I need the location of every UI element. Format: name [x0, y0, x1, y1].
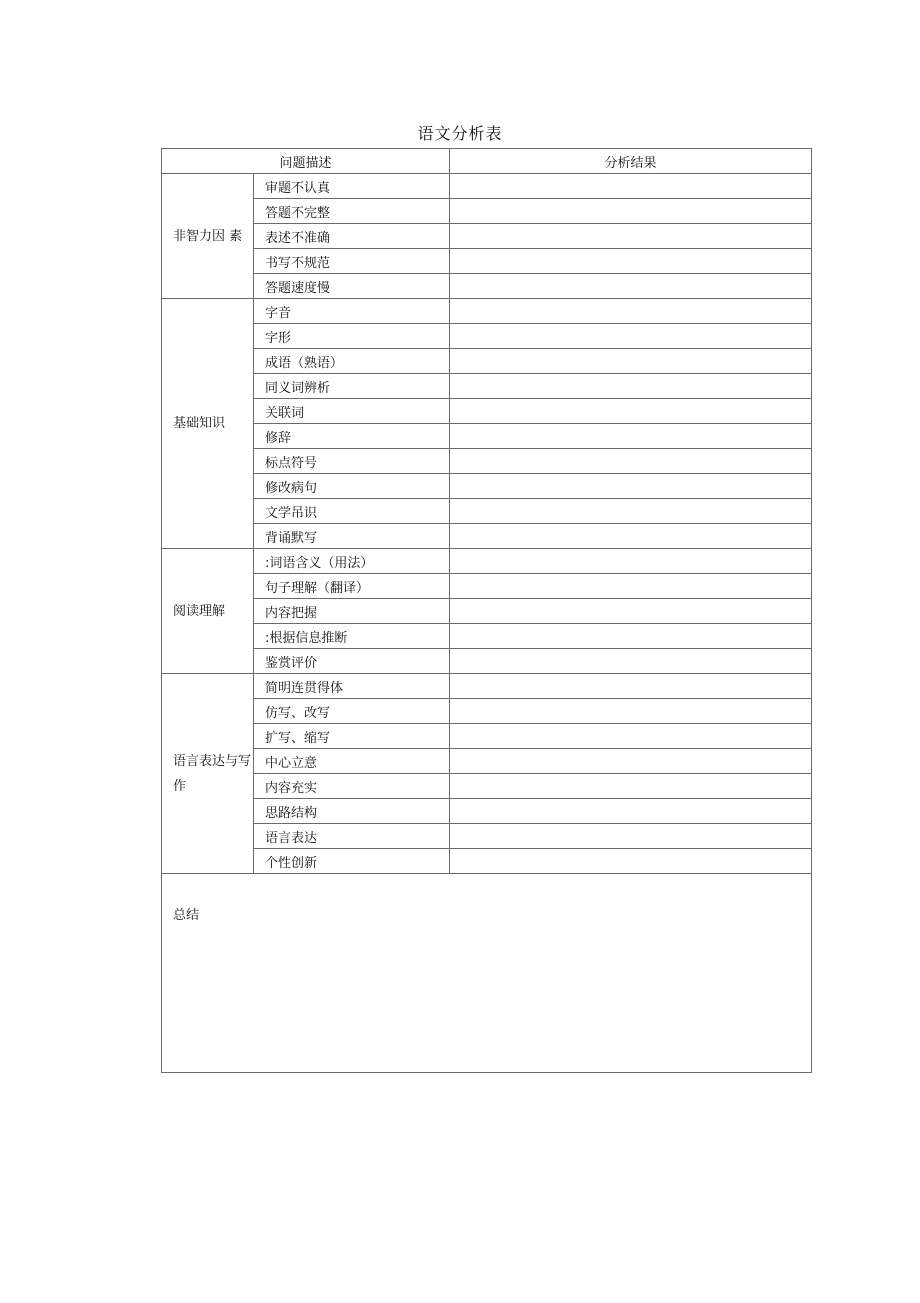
problem-item: 文学吊识 — [254, 499, 450, 524]
problem-item: :词语含义（用法） — [254, 549, 450, 574]
problem-item: 内容把握 — [254, 599, 450, 624]
problem-item: 字形 — [254, 324, 450, 349]
problem-item: 语言表达 — [254, 824, 450, 849]
problem-item: 句子理解（翻译） — [254, 574, 450, 599]
problem-item: 成语（熟语） — [254, 349, 450, 374]
analysis-result-cell[interactable] — [450, 824, 812, 849]
problem-item: 背诵默写 — [254, 524, 450, 549]
table-row — [162, 299, 812, 324]
analysis-result-cell[interactable] — [450, 224, 812, 249]
analysis-result-cell[interactable] — [450, 774, 812, 799]
analysis-table — [161, 148, 812, 1073]
header-problem-description: 问题描述 — [162, 149, 450, 174]
table-row — [162, 199, 812, 224]
table-row — [162, 599, 812, 624]
table-row — [162, 174, 812, 199]
table-row — [162, 674, 812, 699]
table-row — [162, 799, 812, 824]
table-row — [162, 249, 812, 274]
table-row — [162, 224, 812, 249]
analysis-result-cell[interactable] — [450, 524, 812, 549]
analysis-result-cell[interactable] — [450, 549, 812, 574]
problem-item: 个性创新 — [254, 849, 450, 874]
problem-item: 答题速度慢 — [254, 274, 450, 299]
problem-item: 表述不准确 — [254, 224, 450, 249]
analysis-result-cell[interactable] — [450, 324, 812, 349]
problem-item: 书写不规范 — [254, 249, 450, 274]
table-row — [162, 824, 812, 849]
problem-item: 思路结构 — [254, 799, 450, 824]
table-header-row — [162, 149, 812, 174]
problem-item: 中心立意 — [254, 749, 450, 774]
table-row — [162, 474, 812, 499]
problem-item: 答题不完整 — [254, 199, 450, 224]
analysis-result-cell[interactable] — [450, 749, 812, 774]
problem-item: 标点符号 — [254, 449, 450, 474]
analysis-result-cell[interactable] — [450, 649, 812, 674]
table-row — [162, 749, 812, 774]
summary-cell[interactable] — [162, 874, 812, 1073]
analysis-result-cell[interactable] — [450, 174, 812, 199]
problem-item: 内容充实 — [254, 774, 450, 799]
analysis-result-cell[interactable] — [450, 574, 812, 599]
analysis-result-cell[interactable] — [450, 274, 812, 299]
analysis-result-cell[interactable] — [450, 474, 812, 499]
analysis-result-cell[interactable] — [450, 449, 812, 474]
table-row — [162, 524, 812, 549]
table-row — [162, 549, 812, 574]
table-row — [162, 349, 812, 374]
problem-item: 字音 — [254, 299, 450, 324]
table-row — [162, 374, 812, 399]
problem-item: 鉴赏评价 — [254, 649, 450, 674]
analysis-result-cell[interactable] — [450, 699, 812, 724]
problem-item: 审题不认真 — [254, 174, 450, 199]
table-row — [162, 624, 812, 649]
analysis-result-cell[interactable] — [450, 399, 812, 424]
table-row — [162, 274, 812, 299]
problem-item: 修辞 — [254, 424, 450, 449]
category-label: 非智力因 素 — [162, 174, 254, 299]
analysis-result-cell[interactable] — [450, 599, 812, 624]
document-title: 语文分析表 — [417, 124, 503, 143]
summary-row — [162, 874, 812, 1073]
problem-item: 仿写、改写 — [254, 699, 450, 724]
analysis-result-cell[interactable] — [450, 199, 812, 224]
table-row — [162, 724, 812, 749]
table-row — [162, 774, 812, 799]
analysis-result-cell[interactable] — [450, 674, 812, 699]
analysis-result-cell[interactable] — [450, 724, 812, 749]
header-analysis-result: 分析结果 — [450, 149, 812, 174]
table-row — [162, 699, 812, 724]
table-row — [162, 574, 812, 599]
table-row — [162, 499, 812, 524]
table-row — [162, 449, 812, 474]
analysis-result-cell[interactable] — [450, 849, 812, 874]
summary-label: 总结 — [173, 908, 200, 923]
table-row — [162, 424, 812, 449]
analysis-result-cell[interactable] — [450, 499, 812, 524]
table-row — [162, 399, 812, 424]
analysis-result-cell[interactable] — [450, 624, 812, 649]
analysis-result-cell[interactable] — [450, 349, 812, 374]
category-label: 阅读理解 — [162, 549, 254, 674]
analysis-result-cell[interactable] — [450, 249, 812, 274]
analysis-result-cell[interactable] — [450, 374, 812, 399]
problem-item: :根据信息推断 — [254, 624, 450, 649]
table-row — [162, 849, 812, 874]
problem-item: 扩写、缩写 — [254, 724, 450, 749]
table-row — [162, 649, 812, 674]
analysis-result-cell[interactable] — [450, 299, 812, 324]
category-label: 语言表达与写作 — [162, 674, 254, 874]
table-row — [162, 324, 812, 349]
problem-item: 简明连贯得体 — [254, 674, 450, 699]
problem-item: 修改病句 — [254, 474, 450, 499]
analysis-result-cell[interactable] — [450, 799, 812, 824]
problem-item: 关联词 — [254, 399, 450, 424]
problem-item: 同义词辨析 — [254, 374, 450, 399]
category-label: 基础知识 — [162, 299, 254, 549]
analysis-result-cell[interactable] — [450, 424, 812, 449]
